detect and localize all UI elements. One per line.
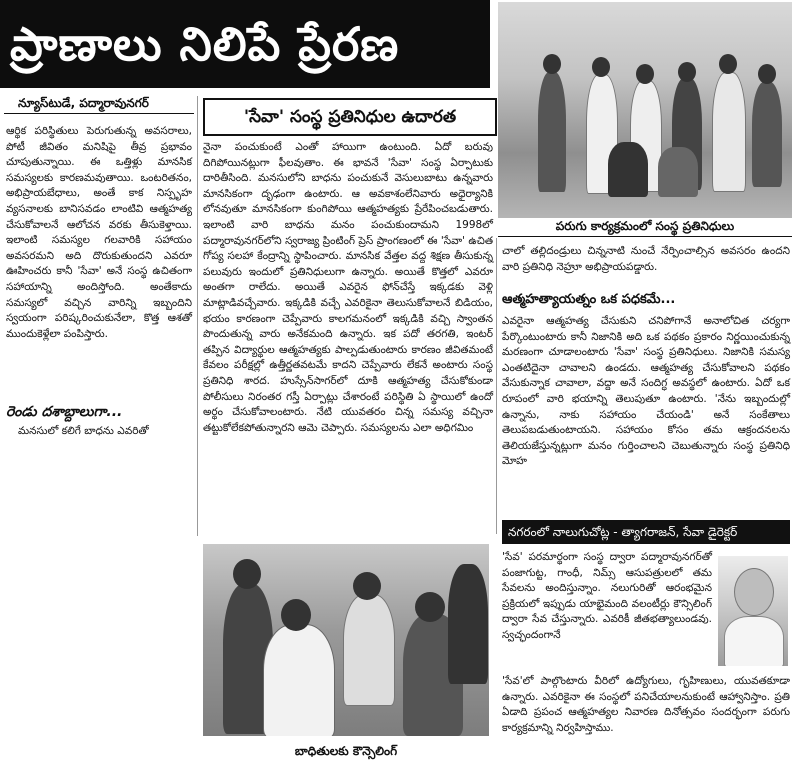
headline-banner <box>0 0 490 88</box>
column-divider <box>197 96 198 536</box>
box-text-full: 'సేవ'లో పాల్గొంటారు వీరిలో ఉద్యోగులు, గృహిణులు, యువతకూడా ఉన్నారు. ఎవరికైనా ఈ సంస్థలో పనిచేయాలనుకుంటే ఆహ్వానిస్తాం. ప్రతి ఏడాది ప్రపంచ ఆత్మహత్యల నివారణ దినోత్సవం సందర్భంగా పరుగు కార్యక్రమాన్ని నిర్వహిస్తాము. <box>502 675 790 734</box>
column-1-subhead: రెండు దశాబ్దాలుగా... <box>6 404 123 420</box>
photo-top-caption: పరుగు కార్యక్రమంలో సంస్థ ప్రతినిధులు <box>555 219 735 233</box>
photo-counselling <box>203 544 489 736</box>
column-2-body: నైనా పంచుకుంటే ఎంతో హాయిగా ఉంటుంది. ఏదో బరువు దిగిపోయినట్లుగా ఫీలవుతాం. ఈ భావనే 'సేవా' సంస్థ ఏర్పాటుకు దారితీసింది. మనసులోని బాధను పంచుకునే వెసులుబాటు ఉన్నవారు మానసికంగా దృఢంగా ఉంటారు. ఆ అవకాశంలేనివారు అధైర్యానికి లోనవుతూ మానసికంగా కుంగిపోయి ఆత్మహత్యకు ప్రేరేపించబడుతారు. ఇలాంటి వారి బాధను మనం పంచుకుందామని 1998లో పద్మారావునగర్‌లోని స్వరాజ్య ప్రింటింగ్ ప్రెస్ ప్రాంగణంలో ఈ 'సేవా' ఉచిత గోప్య సలహా కేంద్రాన్ని స్థాపించారు. మానసిక వేత్తల వద్ద శిక్షణ తీసుకున్న పలువురు ఇందులో ప్రతినిధులుగా ఉన్నారు. అయితే కొత్తలో ఎవరూ అంతగా రాలేదు. అయితే ఎవరైన ఫోన్‌చేస్తే ఇక్కడకు వెళ్లి మాట్లాడివచ్చేవారు. ఇక్కడికి వచ్చే ఎవరికైనా తెలుసుకోవాలనే బిడియం, భయం కారణంగా చెప్పేవారు కాలగమనంలో ఇక్కడికి వచ్చి స్వాంతన పొందుతున్న వారు అనేకమంది ఉన్నారు. ఇక పదో తరగతి, ఇంటర్ తప్పిన విద్యార్థుల ఆత్మహత్యకు పాల్పడుతుంటారు కారణం జీవితమంటే కేవలం పరీక్షల్లో ఉత్తీర్ణతవటమే కాదని చెప్పేవారు లేకనే అంటారు సంస్థ ప్రతినిధి శారద. హుస్సేన్‌సాగర్‌లో దూకి ఆత్మహత్య చేసుకోకుండా పోలీసులు నిరంతర గస్తీ ఏర్పాట్లు చేశారంటే పరిస్థితి ఏ స్థాయిలో ఉందో అర్థం చేసుకోవాలంటారు. నేటి యువతరం చిన్న సమస్య వచ్చినా తట్టుకోలేకపోతున్నారని ఆమె చెప్పారు. సమస్యలను ఎలా అధిగమిం <box>203 141 493 434</box>
dateline: న్యూస్‌టుడే, పద్మారావునగర్ <box>18 96 149 110</box>
divider <box>498 236 792 237</box>
column-3-body: ఎవరైనా ఆత్మహత్య చేసుకుని చనిపోగానే అనాలోచిత చర్యగా పేర్కొంటుంటారు కానీ నిజానికి అది ఒక పథకం ప్రకారం నిర్ణయించుకున్న మరణంగా చూడాలంటారు 'సేవా' సంస్థ ప్రతినిధులు. నిజానికి సమస్య ఎంతటిదైనా చావాలని ఉండదు. ఆత్మహత్య చేసుకోవాలని పథకం వేసుకున్నాక చావాలా, వద్దా అనే సందిగ్ధ అవస్థలో ఉంటారు. ఏదో ఒక రూపంలో వారి భయాన్ని తెలుపుతూ ఉంటారు. 'నేను ఇబ్బందుల్లో ఉన్నాను, నాకు సహాయం చేయండి' అనే సంకేతాలు తెలుపబడుతుంటాయని. సహాయం కోసం తమ ఆక్రందనలను తెలియజేస్తున్నట్లుగా మనం గుర్తించాలని చెబుతున్నారు సంస్థ ప్రతినిధి మోహ <box>502 315 790 468</box>
column-3-subhead: ఆత్మహత్యాయత్నం ఒక పధకమే... <box>502 292 676 307</box>
page-headline: ప్రాణాలు నిలిపే ప్రేరణ <box>10 17 400 71</box>
column-1-paragraph-2: మనసులో కలిగే బాధను ఎవరితో <box>18 425 149 437</box>
photo-bottom-caption: బాధితులకు కౌన్సెలింగ్ <box>294 744 398 758</box>
box-heading: నగరంలో నాలుగుచోట్ల - త్యాగరాజన్, సేవా డైరెక్టర్ <box>502 520 790 544</box>
photo-run-event <box>498 2 792 218</box>
box-text-left: 'సేవ' పరమార్థంగా సంస్థ ద్వారా పద్మారావునగర్‌తో పంజాగుట్ట, గాంధీ, నిమ్స్ ఆసుపత్రులలో తమ సేవలను అందిస్తున్నాం. నలుగురితో ఆరంభమైన ప్రక్రియలో ఇప్పుడు యాభైమంది వలంటీర్లు కౌన్సిలింగ్ ద్వారా సేవ చేస్తున్నారు. ఎవరికీ జీతభత్యాలుండవు. స్వచ్ఛందంగానే <box>502 551 712 641</box>
sub-headline: 'సేవా' సంస్థ ప్రతినిధుల ఉదారత <box>203 98 497 136</box>
column-3-intro: చాలో తల్లిదండ్రులు చిన్ననాటి నుంచే నేర్పించాల్సిన అవసరం ఉందని వారి ప్రతినిధి నెహ్రూ అభిప్రాయపడ్డారు. <box>502 245 790 273</box>
divider <box>4 113 194 114</box>
column-1-body <box>6 124 192 342</box>
photo-director-portrait <box>718 556 788 666</box>
column-1-paragraph: ఆర్థిక పరిస్థితులు పెరుగుతున్న అవసరాలు, పోటీ జీవితం మనిషిపై తీవ్ర ప్రభావం చూపుతున్నాయి. ఈ ఒత్తిళ్లు మానసిక సమస్యలకు కారణమవుతాయి. ఒంటరితనం, అభిప్రాయబేధాలు, అంతే కాక నిస్పృహ వ్యసనాలకు బానిసవడం లాంటివి ఆత్మహత్య చేసుకోవాలనే ఆలోచన వరకు తీసుకెళ్తాయి. ఇలాంటి సమస్యల గలవారికి సహాయం అవసరమని అది దొరుకుతుందని ఎవరూ ఊహించరు కానీ 'సేవా' అనే సంస్థ ఉచితంగా సహాయాన్ని అందిస్తోంది. అంతేకాదు సమస్యలో వచ్చిన వారిన్ని ఇబ్బందిని స్వయంగా పరిష్కరించుకునేలా, కొత్త ఆశతో ముందుకెళ్లేలా పంపిస్తారు. <box>6 125 192 340</box>
column-divider <box>496 238 497 534</box>
